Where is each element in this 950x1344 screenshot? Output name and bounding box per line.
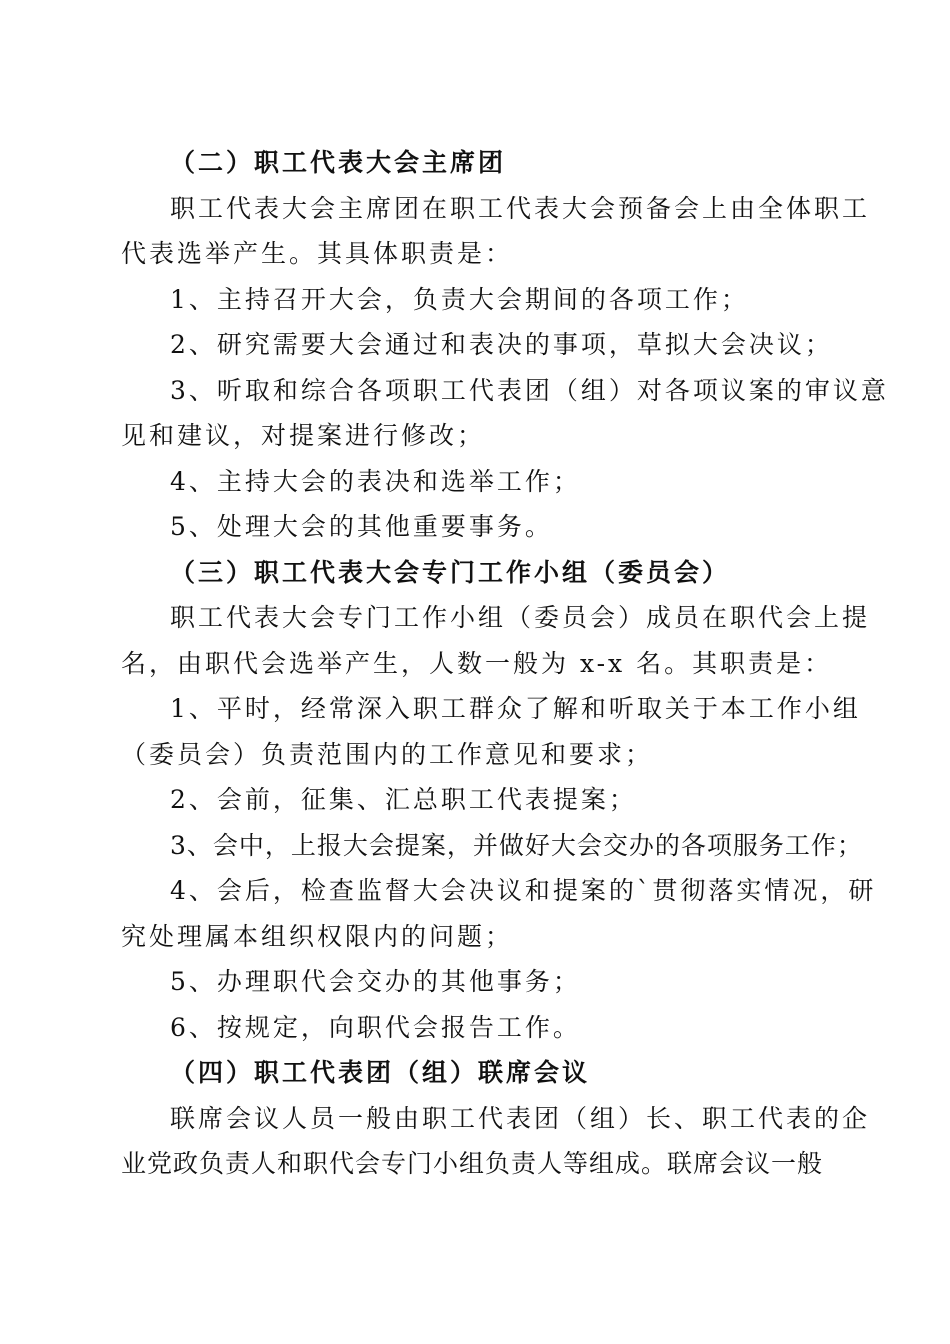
paragraph-line: 业党政负责人和职代会专门小组负责人等组成。联席会议一般 [121,1149,824,1178]
list-item-continuation: （委员会）负责范围内的工作意见和要求； [121,740,654,769]
paragraph-line: 代表选举产生。其具体职责是： [121,239,514,268]
list-item: 2、研究需要大会通过和表决的事项，草拟大会决议； [170,330,833,359]
paragraph-line: 名，由职代会选举产生，人数一般为 x-x 名。其职责是： [121,649,833,678]
list-item: 5、办理职代会交办的其他事务； [170,967,581,996]
list-item: 6、按规定，向职代会报告工作。 [170,1013,581,1042]
list-item: 1、平时，经常深入职工群众了解和听取关于本工作小组 [170,694,861,723]
list-item-continuation: 见和建议，对提案进行修改； [121,421,486,450]
paragraph-line: 联席会议人员一般由职工代表团（组）长、职工代表的企 [170,1104,871,1133]
paragraph-line: 职工代表大会主席团在职工代表大会预备会上由全体职工 [170,194,871,223]
list-item: 1、主持召开大会，负责大会期间的各项工作； [170,285,749,314]
list-item: 4、会后，检查监督大会决议和提案的`贯彻落实情况，研 [170,876,877,905]
section-heading-joint-meeting: （四）职工代表团（组）联席会议 [170,1058,591,1087]
list-item: 3、听取和综合各项职工代表团（组）对各项议案的审议意 [170,376,889,405]
section-heading-presidium: （二）职工代表大会主席团 [170,148,507,177]
list-item: 5、处理大会的其他重要事务。 [170,512,553,541]
list-item: 3、会中，上报大会提案，并做好大会交办的各项服务工作； [170,831,863,860]
list-item: 4、主持大会的表决和选举工作； [170,467,581,496]
list-item: 2、会前，征集、汇总职工代表提案； [170,785,637,814]
section-heading-working-groups: （三）职工代表大会专门工作小组（委员会） [170,558,731,587]
paragraph-line: 职工代表大会专门工作小组（委员会）成员在职代会上提 [170,603,871,632]
list-item-continuation: 究处理属本组织权限内的问题； [121,922,514,951]
